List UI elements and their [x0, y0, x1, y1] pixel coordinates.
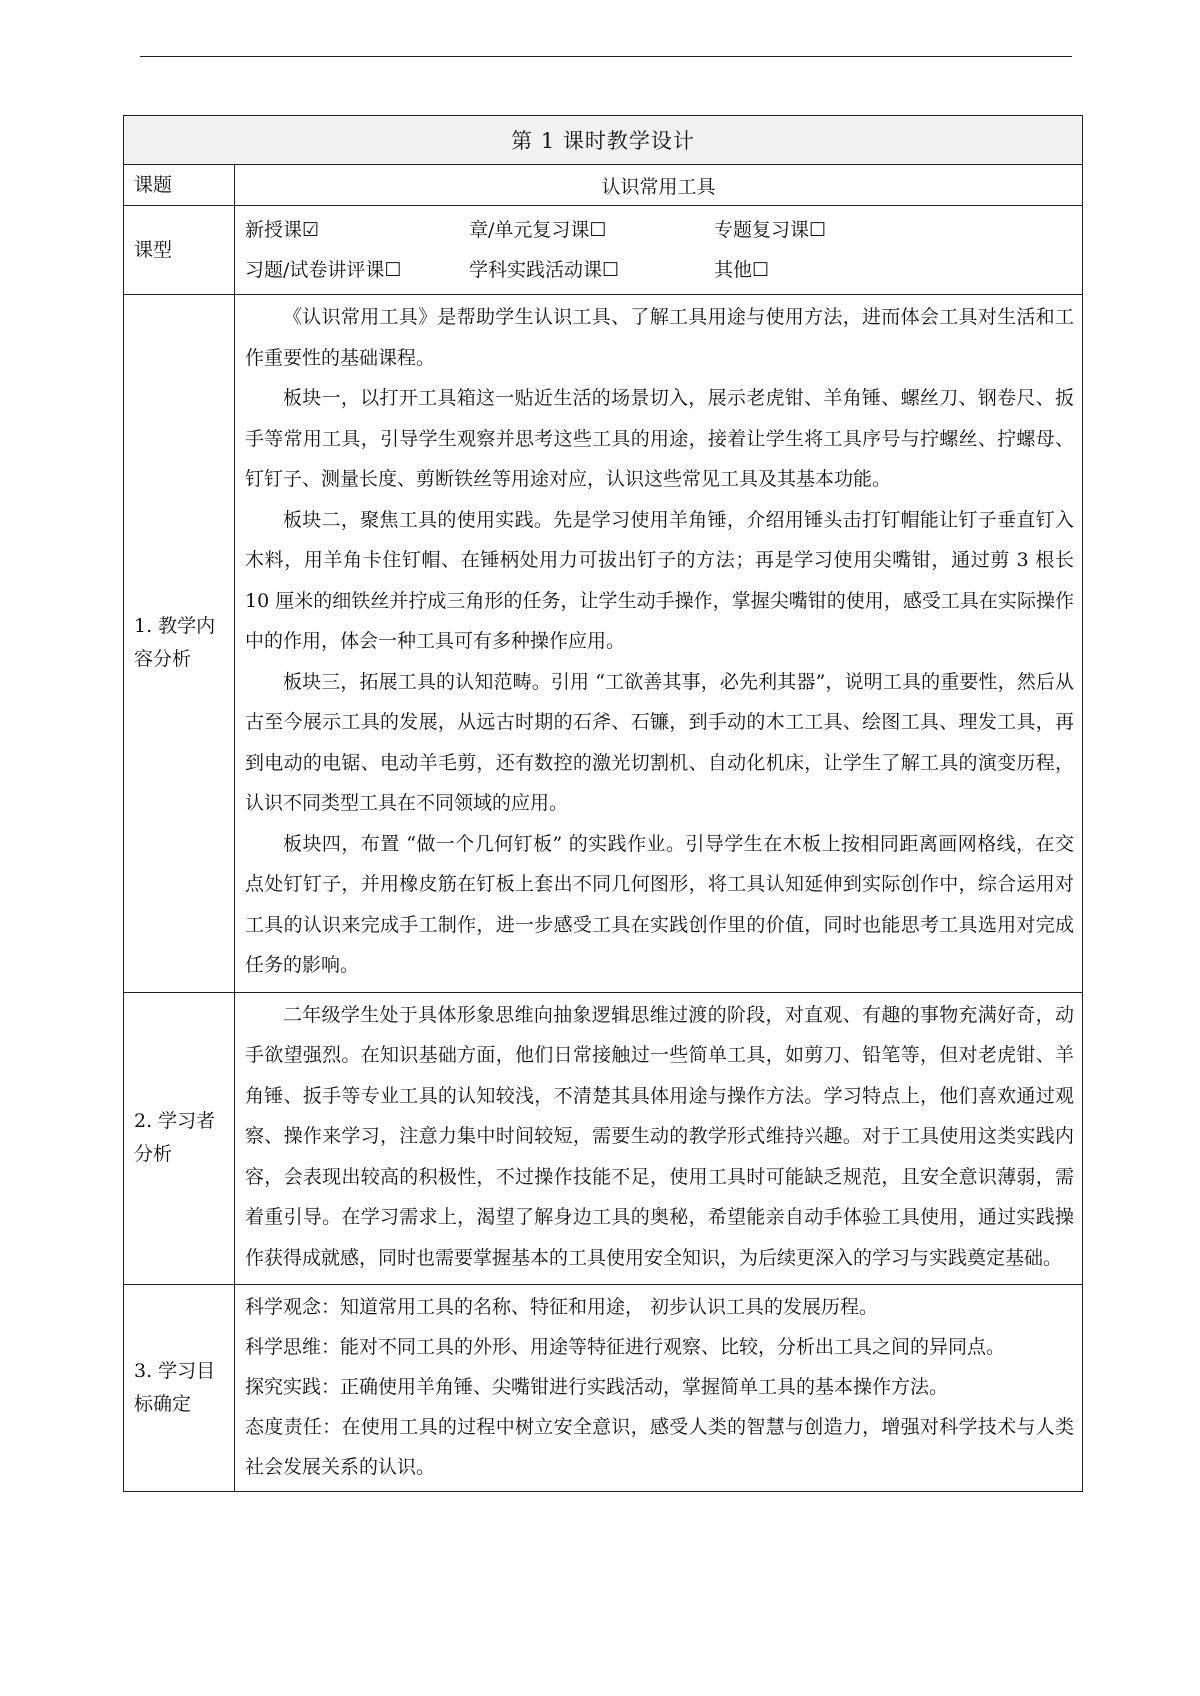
- goal-item: 态度责任：在使用工具的过程中树立安全意识，感受人类的智慧与创造力，增强对科学技术与人类社会发展关系的认识。: [245, 1416, 1074, 1478]
- learner-analysis-body: [235, 992, 1083, 1285]
- content-paragraph: 板块三，拓展工具的认知范畴。引用 “工欲善其事，必先利其器”，说明工具的重要性，然后从古至今展示工具的发展，从远古时期的石斧、石镰，到手动的木工工具、绘图工具、理发工具，再到电动的电锯、电动羊毛剪，还有数控的激光切割机、自动化机床，让学生了解工具的演变历程，认识不同类型工具在不同领域的应用。: [245, 670, 1074, 814]
- content-paragraph: 板块一，以打开工具箱这一贴近生活的场景切入，展示老虎钳、羊角锤、螺丝刀、钢卷尺、扳手等常用工具，引导学生观察并思考这些工具的用途，接着让学生将工具序号与拧螺丝、拧螺母、钉钉子、测量长度、剪断铁丝等用途对应，认识这些常见工具及其基本功能。: [245, 387, 1074, 490]
- goal-item: 探究实践：正确使用羊角锤、尖嘴钳进行实践活动，掌握简单工具的基本操作方法。: [245, 1376, 949, 1398]
- lesson-type-options: [235, 206, 1083, 295]
- lesson-type-option-practice: 学科实践活动课☐: [469, 259, 620, 281]
- goal-item: 科学观念：知道常用工具的名称、特征和用途， 初步认识工具的发展历程。: [245, 1296, 879, 1318]
- content-paragraph: 板块四，布置 “做一个几何钉板” 的实践作业。引导学生在木板上按相同距离画网格线，在交点处钉钉子，并用橡皮筋在钉板上套出不同几何图形，将工具认知延伸到实际创作中，综合运用对工具的认识来完成手工制作，进一步感受工具在实践创作里的价值，同时也能思考工具选用对完成任务的影响。: [245, 832, 1074, 976]
- lesson-type-row-2: [245, 250, 1082, 290]
- learner-paragraph: 二年级学生处于具体形象思维向抽象逻辑思维过渡的阶段，对直观、有趣的事物充满好奇，动手欲望强烈。在知识基础方面，他们日常接触过一些简单工具，如剪刀、铅笔等，但对老虎钳、羊角锤、扳手等专业工具的认知较浅，不清楚其具体用途与操作方法。学习特点上，他们喜欢通过观察、操作来学习，注意力集中时间较短，需要生动的教学形式维持兴趣。对于工具使用这类实践内容，会表现出较高的积极性，不过操作技能不足，使用工具时可能缺乏规范，且安全意识薄弱，需着重引导。在学习需求上，渴望了解身边工具的奥秘，希望能亲自动手体验工具使用，通过实践操作获得成就感，同时也需要掌握基本的工具使用安全知识，为后续更深入的学习与实践奠定基础。: [245, 1003, 1074, 1269]
- learner-analysis-label: 2. 学习者分析: [124, 992, 235, 1285]
- header-rule: [140, 56, 1072, 57]
- lesson-design-table: [123, 115, 1083, 1492]
- lesson-type-label: 课型: [124, 206, 235, 295]
- content-paragraph: 板块二，聚焦工具的使用实践。先是学习使用羊角锤，介绍用锤头击打钉帽能让钉子垂直钉入木料，用羊角卡住钉帽、在锤柄处用力可拔出钉子的方法；再是学习使用尖嘴钳，通过剪 3 根长 10 厘米的细铁丝并拧成三角形的任务，让学生动手操作，掌握尖嘴钳的使用，感受工具在实际操作中的作用，体会一种工具可有多种操作应用。: [245, 508, 1074, 652]
- content-analysis-label: 1. 教学内容分析: [124, 295, 235, 993]
- goal-item: 科学思维：能对不同工具的外形、用途等特征进行观察、比较，分析出工具之间的异同点。: [245, 1336, 1006, 1358]
- lesson-type-option-unit-review: 章/单元复习课☐: [469, 219, 607, 241]
- goals-label: 3. 学习目标确定: [124, 1285, 235, 1492]
- topic-label: 课题: [124, 165, 235, 206]
- table-title: 第 1 课时教学设计: [124, 116, 1083, 165]
- content-analysis-body: [235, 295, 1083, 993]
- content-paragraph: 《认识常用工具》是帮助学生认识工具、了解工具用途与使用方法，进而体会工具对生活和工作重要性的基础课程。: [245, 306, 1074, 369]
- lesson-type-option-other: 其他☐: [714, 259, 770, 281]
- lesson-type-row-1: [245, 210, 1082, 250]
- lesson-type-option-exercise: 习题/试卷讲评课☐: [245, 259, 402, 281]
- goals-body: [235, 1285, 1083, 1492]
- lesson-type-option-new: 新授课☑: [245, 219, 320, 241]
- topic-value: 认识常用工具: [235, 165, 1083, 206]
- lesson-type-option-topic-review: 专题复习课☐: [714, 219, 827, 241]
